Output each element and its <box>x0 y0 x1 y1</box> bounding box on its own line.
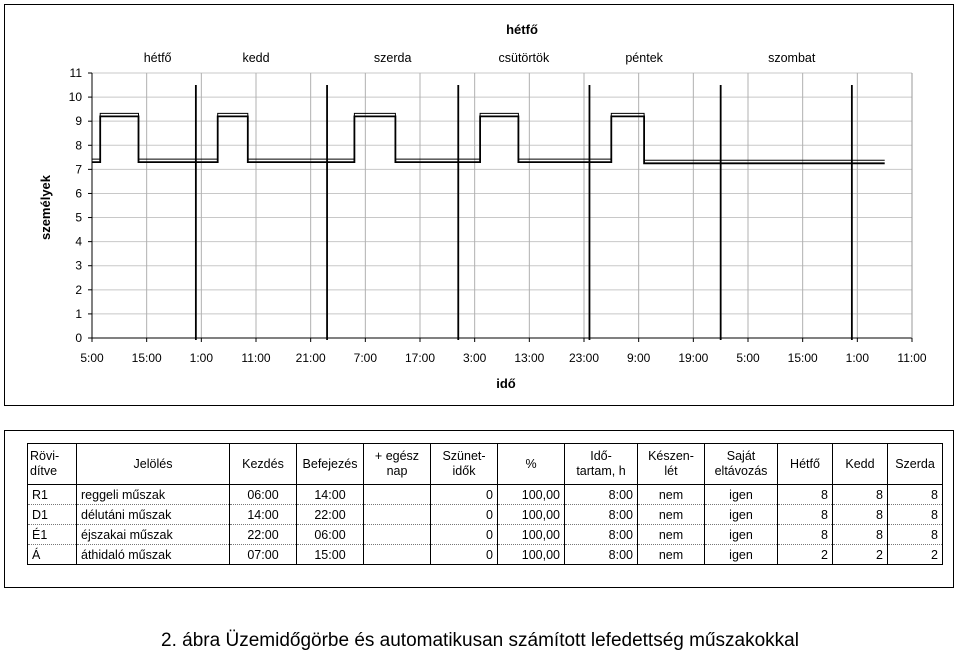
cell: 8:00 <box>565 505 638 525</box>
cell: éjszakai műszak <box>77 525 230 545</box>
cell: 06:00 <box>297 525 364 545</box>
x-tick-label: 15:00 <box>131 351 162 365</box>
y-axis-label: személyek <box>38 174 53 241</box>
cell: igen <box>705 525 778 545</box>
cell: 0 <box>431 505 498 525</box>
cell: 14:00 <box>297 485 364 505</box>
cell: 2 <box>833 545 888 565</box>
cell: 07:00 <box>230 545 297 565</box>
cell: Á <box>28 545 77 565</box>
cell: 8:00 <box>565 525 638 545</box>
cell: nem <box>638 505 705 525</box>
cell: 0 <box>431 525 498 545</box>
cell: igen <box>705 545 778 565</box>
cell: 8 <box>778 525 833 545</box>
shift-table <box>27 443 943 565</box>
table-row <box>28 525 943 545</box>
cell: 14:00 <box>230 505 297 525</box>
cell: 15:00 <box>297 545 364 565</box>
cell: igen <box>705 505 778 525</box>
cell: D1 <box>28 505 77 525</box>
x-tick-label: 19:00 <box>678 351 709 365</box>
y-tick-label: 3 <box>75 258 82 273</box>
x-tick-label: 5:00 <box>736 351 760 365</box>
x-tick-label: 11:00 <box>897 351 927 365</box>
cell: igen <box>705 485 778 505</box>
header-wednesday: Szerda <box>888 444 943 485</box>
cell: R1 <box>28 485 77 505</box>
x-tick-label: 15:00 <box>787 351 818 365</box>
day-label: csütörtök <box>498 51 550 65</box>
cell: reggeli műszak <box>77 485 230 505</box>
header-tuesday: Kedd <box>833 444 888 485</box>
x-tick-label: 1:00 <box>189 351 214 365</box>
cell: 8:00 <box>565 545 638 565</box>
header-breaks: Szünet- idők <box>431 444 498 485</box>
header-label: Jelölés <box>77 444 230 485</box>
header-start: Kezdés <box>230 444 297 485</box>
x-tick-label: 9:00 <box>626 351 651 365</box>
cell: délutáni műszak <box>77 505 230 525</box>
day-label: szombat <box>768 51 816 65</box>
x-tick-label: 3:00 <box>462 351 487 365</box>
x-tick-label: 7:00 <box>353 351 378 365</box>
x-tick-label: 23:00 <box>568 351 600 365</box>
x-tick-label: 21:00 <box>295 351 326 365</box>
cell: É1 <box>28 525 77 545</box>
cell: 22:00 <box>230 525 297 545</box>
cell: nem <box>638 525 705 545</box>
cell: nem <box>638 485 705 505</box>
y-tick-label: 0 <box>75 331 82 345</box>
y-tick-label: 8 <box>75 138 82 153</box>
header-duration: Idő- tartam, h <box>565 444 638 485</box>
cell: 8 <box>888 505 943 525</box>
cell: 0 <box>431 485 498 505</box>
x-tick-label: 17:00 <box>404 351 436 365</box>
cell: 06:00 <box>230 485 297 505</box>
header-percent: % <box>498 444 565 485</box>
y-tick-label: 9 <box>75 114 82 129</box>
cell: áthidaló műszak <box>77 545 230 565</box>
cell: 8 <box>888 525 943 545</box>
cell: 22:00 <box>297 505 364 525</box>
cell: 8 <box>778 485 833 505</box>
table-row <box>28 485 943 505</box>
day-label: szerda <box>373 51 412 65</box>
y-tick-label: 1 <box>75 306 82 321</box>
day-label: kedd <box>242 51 270 65</box>
series-line <box>92 116 885 163</box>
y-tick-label: 4 <box>75 234 82 249</box>
cell: 100,00 <box>498 505 565 525</box>
cell: 8 <box>833 485 888 505</box>
cell <box>364 485 431 505</box>
table-header-row <box>28 444 943 485</box>
day-label: péntek <box>625 51 663 65</box>
table-row <box>28 545 943 565</box>
header-monday: Hétfő <box>778 444 833 485</box>
header-own-leave: Saját eltávozás <box>705 444 778 485</box>
cell: 2 <box>888 545 943 565</box>
cell: 8 <box>833 525 888 545</box>
cell: 2 <box>778 545 833 565</box>
cell: 8 <box>833 505 888 525</box>
table-frame <box>4 430 954 588</box>
cell: 8 <box>888 485 943 505</box>
y-tick-label: 2 <box>75 282 82 297</box>
y-tick-label: 11 <box>69 66 82 80</box>
header-standby: Készen- lét <box>638 444 705 485</box>
cell <box>364 545 431 565</box>
cell: 100,00 <box>498 525 565 545</box>
cell: nem <box>638 545 705 565</box>
x-tick-label: 1:00 <box>845 351 870 365</box>
y-tick-label: 10 <box>68 90 82 105</box>
y-tick-label: 6 <box>75 186 82 201</box>
cell: 0 <box>431 545 498 565</box>
series-line-upper <box>92 113 885 160</box>
x-tick-label: 5:00 <box>80 351 104 365</box>
y-tick-label: 5 <box>75 210 82 225</box>
header-whole-day: + egész nap <box>364 444 431 485</box>
x-axis-label: idő <box>496 376 516 391</box>
cell: 8 <box>778 505 833 525</box>
table-row <box>28 505 943 525</box>
cell: 100,00 <box>498 485 565 505</box>
chart-title: hétfő <box>506 22 538 37</box>
cell <box>364 525 431 545</box>
cell: 100,00 <box>498 545 565 565</box>
day-label: hétfő <box>143 51 172 65</box>
y-tick-label: 7 <box>75 162 82 177</box>
x-tick-label: 13:00 <box>514 351 545 365</box>
header-end: Befejezés <box>297 444 364 485</box>
figure-caption: 2. ábra Üzemidőgörbe és automatikusan számított lefedettség műszakokkal <box>161 630 799 651</box>
cell: 8:00 <box>565 485 638 505</box>
x-tick-label: 11:00 <box>241 351 271 365</box>
cell <box>364 505 431 525</box>
header-abbrev: Rövi- dítve <box>28 444 77 485</box>
